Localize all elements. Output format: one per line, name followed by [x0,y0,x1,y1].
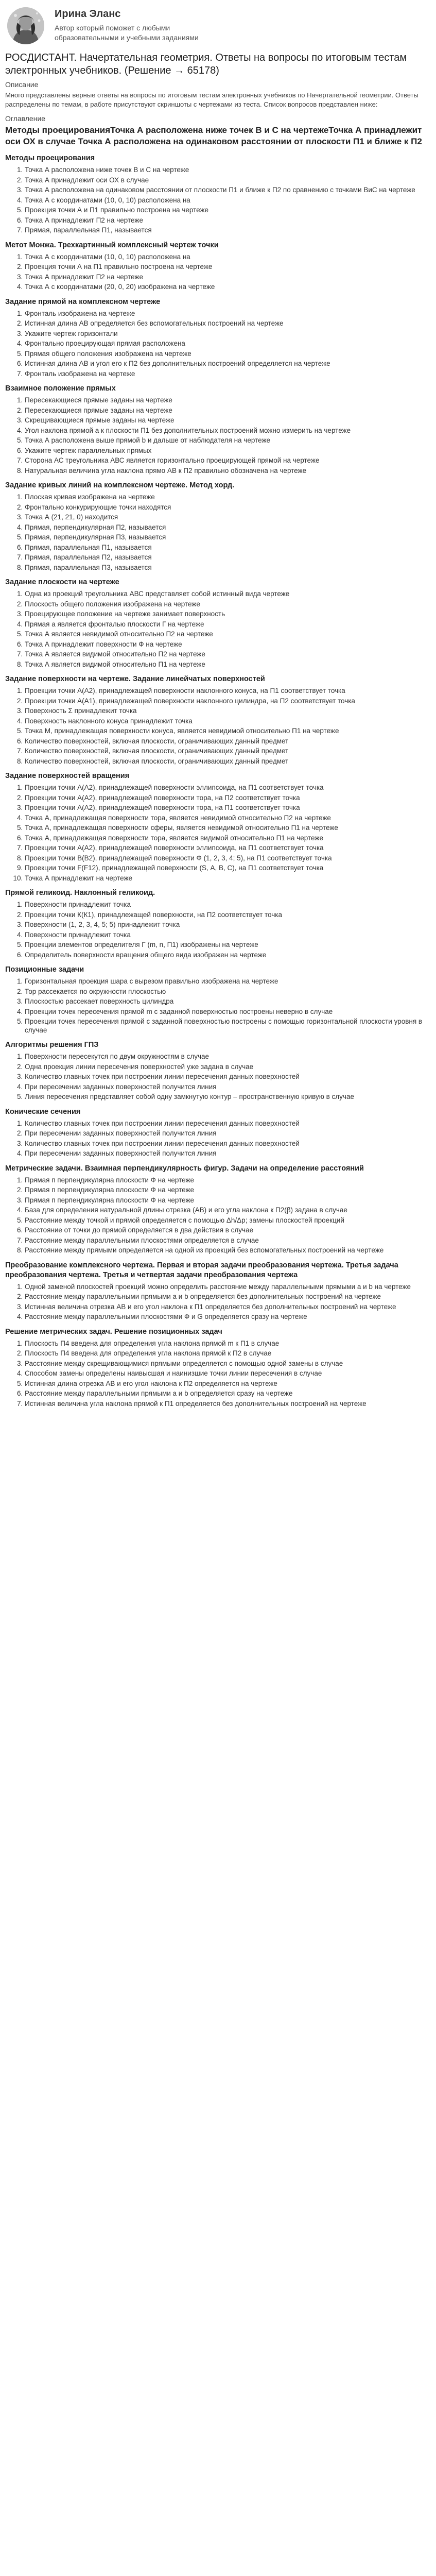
question-text: Проекции точки А(А2), принадлежащей поверхности эллипсоида, на П1 соответствует точка [25,784,324,791]
question-item [25,273,431,282]
question-item [25,1083,431,1092]
question-item [25,717,431,726]
author-avatar[interactable] [7,7,44,44]
question-item [25,406,431,415]
question-item [25,1340,431,1348]
question-item [25,1018,431,1035]
question-text: Определитель поверхности вращения общего вида изображен на чертеже [25,951,267,959]
question-item [25,794,431,803]
toc-sections [5,154,431,1408]
question-list [5,310,431,379]
toc-section [5,297,431,379]
question-text: Расстояние между скрещивающимися прямыми определяется с помощью одной замены в случае [25,1359,343,1367]
question-text: Истинная величина угла наклона прямой к П1 определяется без дополнительных построений на чертеже [25,1399,367,1408]
question-item [25,1196,431,1205]
question-text: Плоская кривая изображена на чертеже [25,493,155,501]
question-text: Точка А, принадлежащая поверхности тора, является невидимой относительно П2 на чертеже [25,814,331,822]
question-text: Прямая п перпендикулярна плоскости Ф на чертеже [25,1176,195,1184]
question-text: Проекции точек пересечения прямой m с заданной поверхностью построены неверно в случае [25,1007,333,1015]
toc-section [5,1040,431,1101]
question-text: Точка А с координатами (10, 0, 10) расположена на [25,196,190,204]
question-item [25,1140,431,1148]
question-item [25,941,431,950]
question-text: Проекции точки В(В2), принадлежащей поверхности Ф (1, 2, 3, 4; 5), на П1 соответствует точка [25,854,332,862]
question-item [25,707,431,716]
question-text: Проекция точки А и П1 правильно построена на чертеже [25,206,208,214]
question-item [25,921,431,929]
question-item [25,1349,431,1358]
question-item [25,493,431,502]
question-item [25,447,431,455]
toc-label: Оглавление [5,114,46,123]
question-item [25,640,431,649]
question-item [25,931,431,940]
question-item [25,166,431,175]
question-text: Одной заменой плоскостей проекций можно определить расстояние между параллельными прямыми а и b на чертеже [25,1282,411,1291]
description-label: Описание [5,80,39,89]
question-item [25,901,431,909]
question-list [5,253,431,292]
question-text: Линия пересечения представляет собой одну замкнутую контур – пространственную кривую в случае [25,1093,354,1100]
question-text: Проекции точки F(F12), принадлежащей поверхности (S, А, В, С), на П1 соответствует точка [25,864,324,872]
question-text: Проекции точки А(А2), принадлежащей поверхности наклонного конуса, на П1 соответствует точка [25,687,345,694]
question-item [25,1400,431,1409]
question-list [5,166,431,235]
question-text: Фронтально проецирующая прямая расположена [25,340,185,347]
question-list [5,1176,431,1255]
question-text: Поверхности (1, 2, 3, 4, 5; 5) принадлежит точка [25,921,180,928]
question-list [5,396,431,475]
question-text: Поверхность наклонного конуса принадлежит точка [25,717,193,725]
question-item [25,911,431,920]
toc-section [5,481,431,572]
question-item [25,747,431,756]
question-item [25,467,431,476]
question-text: Фронтально конкурирующие точки находятся [25,503,171,511]
toc-section [5,154,431,235]
question-item [25,226,431,235]
question-item [25,544,431,552]
toc-section [5,965,431,1035]
question-item [25,650,431,659]
question-text: Истинная длина отрезка АВ и его угол наклона к П2 определяется на чертеже [25,1379,277,1387]
question-item [25,997,431,1006]
question-text: При пересечении заданных поверхностей получится линия [25,1082,217,1091]
toc-section [5,241,431,292]
question-item [25,824,431,833]
question-list [5,687,431,766]
question-item [25,1073,431,1081]
toc-section [5,1164,431,1255]
section-title: Метот Монжа. Трехкартинный комплексный чертеж точки [5,241,219,249]
question-list [5,1283,431,1321]
question-text: Количество поверхностей, включая плоскости, ограничивающих данный предмет [25,757,289,765]
question-text: Прямая общего положения изображена на чертеже [25,349,191,358]
question-text: Расстояние между параллельными прямыми а и b определяется без дополнительных построений на чертеже [25,1293,381,1300]
question-list [5,1340,431,1409]
question-text: Проекции точки А(А2), принадлежащей поверхности эллипсоида, на П1 соответствует точка [25,844,324,852]
question-text: Точка А расположена выше прямой b и дальше от наблюдателя на чертеже [25,436,270,444]
question-item [25,564,431,572]
question-list [5,784,431,883]
question-item [25,396,431,405]
question-item [25,951,431,960]
question-item [25,844,431,853]
question-text: Количество главных точек при построении линии пересечения данных поверхностей [25,1073,300,1080]
question-item [25,330,431,338]
question-item [25,727,431,736]
question-item [25,1149,431,1158]
question-text: Угол наклона прямой а к плоскости П1 без дополнительных построений можно измерить на чертеже [25,426,351,434]
question-text: Одна из проекций треугольника АВС представляет собой истинный вида чертеже [25,590,290,598]
question-text: Проецирующее положение на чертеже занимает поверхность [25,610,225,618]
question-text: Точка А принадлежит П2 на чертеже [25,216,143,224]
question-text: Количество главных точек при построении линии пересечения данных поверхностей [25,1139,300,1147]
question-text: Точка М, принадлежащая поверхности конуса, является невидимой относительно П1 на чертеже [25,727,339,735]
question-item [25,216,431,225]
question-text: Одна проекция линии пересечения поверхностей уже задана в случае [25,1062,254,1071]
question-item [25,600,431,609]
question-text: Точка А с координатами (10, 0, 10) расположена на [25,252,190,261]
question-text: Прямая, параллельная П3, называется [25,563,152,571]
question-item [25,533,431,542]
question-text: Расстояние между прямыми определяется на одной из проекций без вспомогательных построений на чертеже [25,1246,384,1254]
question-text: Расстояние между параллельными плоскостями определяется в случае [25,1236,259,1244]
toc-section [5,674,431,766]
question-text: Точка А (21, 21, 0) находится [25,513,118,521]
question-item [25,427,431,435]
question-item [25,988,431,996]
question-text: Прямая, параллельная П2, называется [25,553,152,561]
question-item [25,660,431,669]
question-item [25,370,431,379]
question-item [25,814,431,823]
question-text: Проекции точки А(А2), принадлежащей поверхности тора, на П2 соответствует точка [25,793,300,802]
question-item [25,1303,431,1312]
question-text: Количество поверхностей, включая плоскости, ограничивающих данный предмет [25,747,289,755]
author-info [55,7,199,43]
question-item [25,1293,431,1301]
toc-section [5,1107,431,1158]
question-text: Скрещивающиеся прямые заданы на чертеже [25,416,175,424]
section-title: Методы проецирования [5,154,95,162]
question-item [25,1129,431,1138]
question-text: Поверхности принадлежит точка [25,930,131,939]
question-text: Прямая п перпендикулярна плоскости Ф на чертеже [25,1196,195,1204]
question-text: Укажите чертеж горизонтали [25,329,118,337]
section-title: Задание плоскости на чертеже [5,578,119,586]
question-list [5,901,431,959]
question-text: Точка А является невидимой относительно П2 на чертеже [25,630,213,638]
question-item [25,1216,431,1225]
question-item [25,737,431,746]
question-text: Проекции точек пересечения прямой с заданной поверхностью построены с помощью горизонтальной плоскости уровня в случае [25,1018,423,1034]
section-title: Задание прямой на комплексном чертеже [5,297,161,306]
question-item [25,1380,431,1388]
question-item [25,757,431,766]
question-text: Точка А принадлежит П2 на чертеже [25,273,143,281]
question-item [25,1313,431,1321]
question-text: Пересекающиеся прямые заданы на чертеже [25,406,172,414]
question-text: Истинная длина АВ и угол его к П2 без дополнительных построений определяется на чертеже [25,360,330,367]
question-text: Плоскостью рассекает поверхность цилиндра [25,997,174,1005]
question-text: Точка А принадлежит на чертеже [25,874,132,882]
section-title: Метрические задачи. Взаимная перпендикулярность фигур. Задачи на определение расстояний [5,1164,364,1173]
question-item [25,1206,431,1215]
question-list [5,977,431,1035]
page-title: РОСДИСТАНТ. Начертательная геометрия. Ответы на вопросы по итоговым тестам электронных учебников. (Решение → 65178) [5,52,407,76]
question-list [5,1120,431,1158]
question-item [25,1283,431,1292]
question-text: Точка А расположена на одинаковом расстоянии от плоскости П1 и ближе к П2 по сравнению с точками ВиС на чертеже [25,186,415,194]
question-item [25,553,431,562]
question-text: Прямая, параллельная П1, называется [25,226,152,234]
question-item [25,590,431,599]
question-item [25,196,431,205]
question-text: Истинная длина АВ определяется без вспомогательных построений на чертеже [25,319,284,327]
question-text: Точка А является видимой относительно П2 на чертеже [25,650,205,658]
question-text: Пересекающиеся прямые заданы на чертеже [25,396,172,404]
section-title: Решение метрических задач. Решение позиционных задач [5,1327,222,1336]
question-text: Прямая п перпендикулярна плоскости Ф на чертеже [25,1186,195,1194]
question-item [25,360,431,368]
question-text: Прямая а является фронталью плоскости Г на чертеже [25,620,204,628]
question-text: Прямая, перпендикулярная П3, называется [25,533,166,541]
question-text: Расстояние от точки до прямой определяется в два действия в случае [25,1226,254,1234]
question-item [25,1063,431,1072]
question-item [25,610,431,619]
question-text: Укажите чертеж параллельных прямых [25,446,152,454]
question-item [25,350,431,359]
question-text: Фронталь изображена на чертеже [25,309,135,317]
question-item [25,1176,431,1185]
toc-section [5,578,431,669]
question-list [5,493,431,572]
question-text: Точка А принадлежит поверхности Ф на чертеже [25,640,182,648]
question-item [25,620,431,629]
question-text: Проекция точки А на П1 правильно построена на чертеже [25,263,213,270]
toc-section [5,888,431,959]
question-item [25,523,431,532]
question-text: Расстояние между точкой и прямой определяется с помощью Δh/Δp; замены плоскостей проекций [25,1216,344,1224]
author-name[interactable]: Ирина Эланс [55,8,121,20]
question-item [25,416,431,425]
question-text: Расстояние между параллельными плоскостями Ф и G определяется сразу на чертеже [25,1313,307,1320]
author-header [5,7,431,44]
toc-section [5,384,431,475]
question-text: Способом замены определены наивысшая и наинизшие точки линии пересечения в случае [25,1369,322,1377]
question-item [25,1246,431,1255]
question-item [25,206,431,215]
question-text: Плоскость П4 введена для определения угла наклона прямой к П2 в случае [25,1349,272,1357]
question-list [5,1053,431,1101]
question-text: База для определения натуральной длины отрезка (АВ) и его угла наклона к П2(β) задана в случае [25,1206,347,1214]
question-item [25,630,431,639]
question-text: Прямая, перпендикулярная П2, называется [25,523,166,531]
question-item [25,340,431,348]
question-item [25,263,431,272]
question-item [25,977,431,986]
question-text: При пересечении заданных поверхностей получится линия [25,1129,217,1137]
question-item [25,319,431,328]
question-text: Поверхность Σ принадлежит точка [25,707,137,715]
question-text: Поверхности принадлежит точка [25,901,131,908]
question-item [25,834,431,843]
question-item [25,687,431,696]
toc-intro-heading: Методы проецированияТочка А расположена ниже точек В и С на чертежеТочка А принадлежит оси ОХ в случае Точка А расположена на одинаковом расстоянии от плоскости П1 и ближе к П2 [5,125,422,146]
question-text: Количество главных точек при построении линии пересечения данных поверхностей [25,1119,300,1127]
question-text: Поверхности пересекутся по двум окружностям в случае [25,1053,210,1060]
question-item [25,1236,431,1245]
question-text: Сторона АС треугольника АВС является горизонтально проецирующей прямой на чертеже [25,456,320,464]
question-text: Прямая, параллельная П1, называется [25,543,152,551]
question-text: Тор рассекается по окружности плоскостью [25,987,166,995]
question-item [25,1360,431,1368]
question-text: Расстояние между параллельными прямыми а и b определяется сразу на чертеже [25,1389,293,1397]
question-text: Плоскость общего положения изображена на чертеже [25,600,200,608]
question-list [5,590,431,669]
question-text: Плоскость П4 введена для определения угла наклона прямой m к П1 в случае [25,1339,280,1347]
question-item [25,1186,431,1195]
question-text: Горизонтальная проекция шара с вырезом правильно изображена на чертеже [25,977,278,985]
question-item [25,513,431,522]
question-item [25,864,431,873]
question-item [25,1053,431,1061]
avatar-portrait-icon [7,7,44,44]
question-item [25,283,431,292]
question-text: Количество поверхностей, включая плоскости, ограничивающих данный предмет [25,737,289,745]
question-text: Точка А является видимой относительно П1 на чертеже [25,660,205,668]
section-title: Задание поверхности на чертеже. Задание линейчатых поверхностей [5,675,265,683]
question-text: Натуральная величина угла наклона прямо АВ к П2 правильно обозначена на чертеже [25,466,307,474]
question-item [25,1389,431,1398]
section-title: Задание кривых линий на комплексном чертеже. Метод хорд. [5,481,235,489]
question-item [25,697,431,706]
section-title: Алгоритмы решения ГПЗ [5,1041,99,1049]
question-item [25,1093,431,1101]
question-item [25,186,431,195]
toc-section [5,1327,431,1409]
question-item [25,874,431,883]
question-text: Точка А, принадлежащая поверхности сферы, является невидимой относительно П1 на чертеже [25,824,338,832]
question-text: Истинная величина отрезка АВ и его угол наклона к П1 определяется без дополнительных построений на чертеже [25,1302,396,1311]
question-item [25,804,431,812]
question-item [25,1120,431,1128]
question-item [25,310,431,318]
question-item [25,456,431,465]
question-text: Проекции элементов определителя Г (m, n, П1) изображены на чертеже [25,941,258,948]
description-text: Много представлены верные ответы на вопросы по итоговым тестам электронных учебников по Начертательной геометрии. Ответы распределены по темам, в работе присутствуют скриншоты с чертежами из теста. Список вопросов представлен ниже: [5,91,418,108]
question-item [25,784,431,792]
question-text: Фронталь изображена на чертеже [25,369,135,378]
section-title: Преобразование комплексного чертежа. Первая и вторая задачи преобразования чертежа. Третья задача преобразования чертежа. Третья и четвертая задачи преобразования чертежа [5,1261,398,1279]
section-title: Прямой геликоид. Наклонный геликоид. [5,889,155,897]
question-text: Точка А принадлежит оси ОХ в случае [25,176,149,184]
question-text: Точка А с координатами (20, 0, 20) изображена на чертеже [25,283,215,291]
question-item [25,854,431,863]
question-text: При пересечении заданных поверхностей получится линия [25,1149,217,1157]
toc-section [5,771,431,883]
question-text: Точка А расположена ниже точек В и С на чертеже [25,166,189,174]
question-text: Проекции точки К(К1), принадлежащей поверхности, на П2 соответствует точка [25,910,283,919]
question-item [25,436,431,445]
section-title: Задание поверхностей вращения [5,772,130,780]
section-title: Конические сечения [5,1107,81,1116]
question-item [25,253,431,262]
section-title: Взаимное положение прямых [5,384,116,393]
toc-section [5,1261,431,1321]
question-text: Точка А, принадлежащая поверхности тора, является видимой относительно П1 на чертеже [25,834,323,842]
section-title: Позиционные задачи [5,965,84,974]
question-item [25,1008,431,1016]
question-item [25,503,431,512]
question-text: Проекции точки А(А1), принадлежащей поверхности наклонного цилиндра, на П2 соответствует точка [25,697,355,705]
question-text: Проекции точки А(А2), принадлежащей поверхности тора, на П1 соответствует точка [25,804,300,811]
question-item [25,1226,431,1235]
author-bio: Автор который поможет с любыми образовательными и учебными заданиями [55,24,199,42]
question-item [25,1369,431,1378]
question-item [25,176,431,185]
